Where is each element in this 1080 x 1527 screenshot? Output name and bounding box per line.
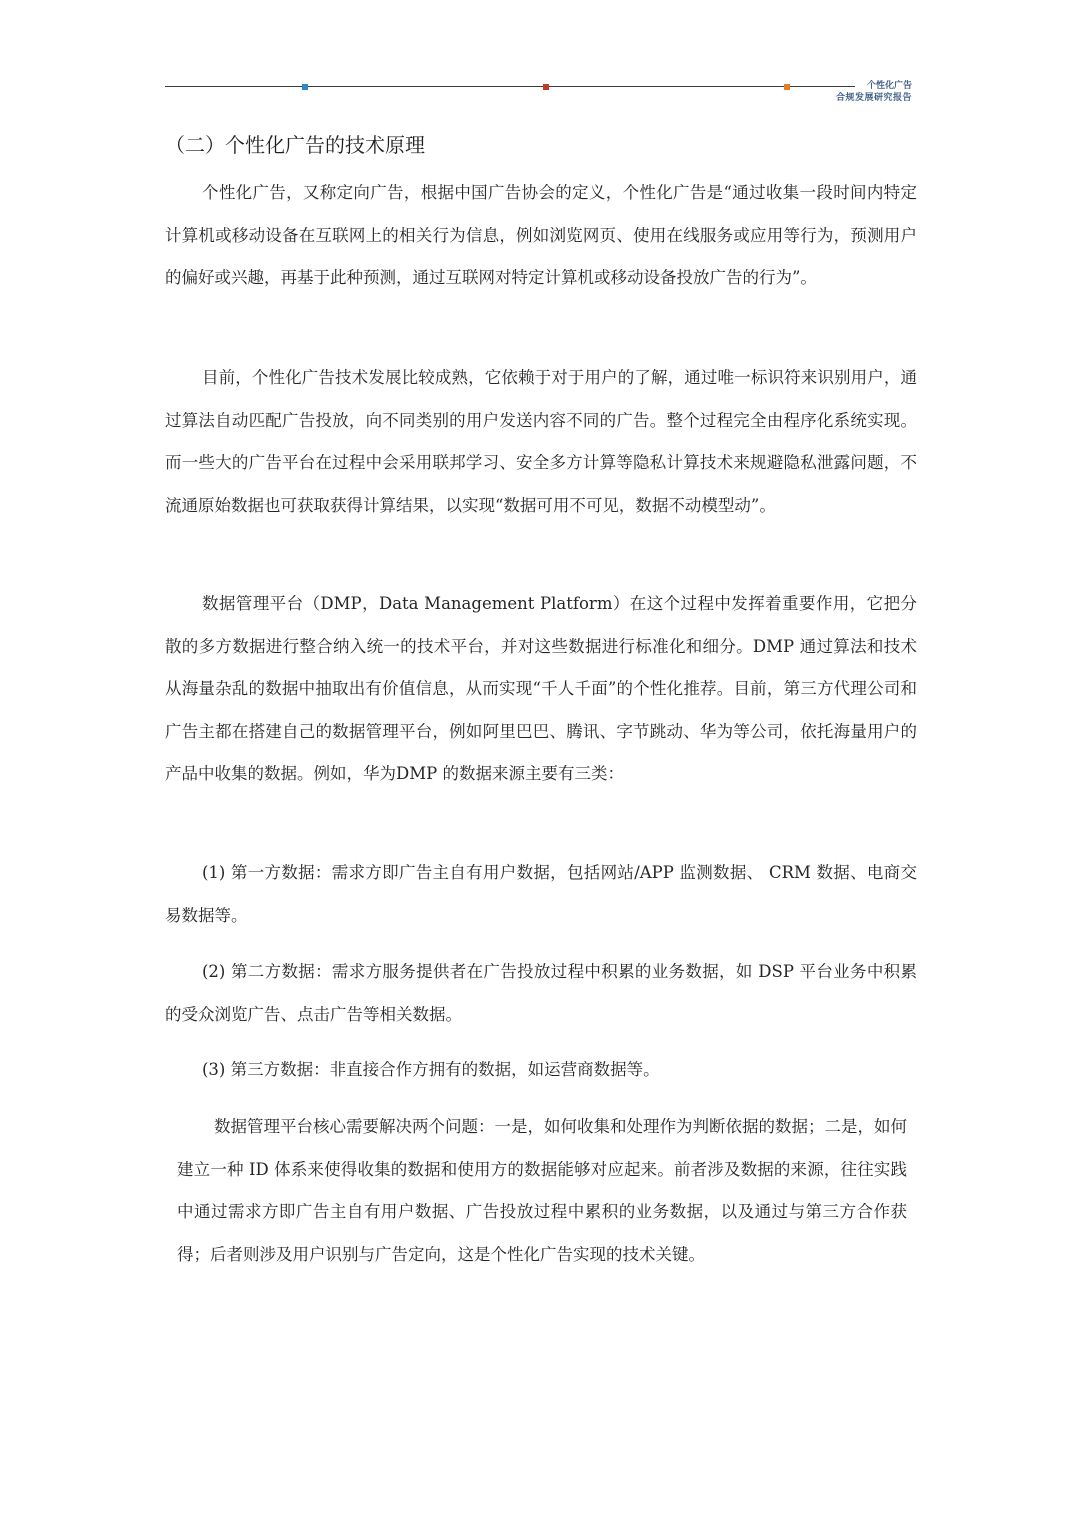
- report-logo: [826, 80, 912, 104]
- paragraph-technology: 目前，个性化广告技术发展比较成熟，它依赖于对于用户的了解，通过唯一标识符来识别用户，通过算法自动匹配广告投放，向不同类别的用户发送内容不同的广告。整个过程完全由程序化系统实现。而一些大的广告平台在过程中会采用联邦学习、安全多方计算等隐私计算技术来规避隐私泄露问题，不流通原始数据也可获取获得计算结果，以实现“数据可用不可见，数据不动模型动”。: [165, 368, 917, 515]
- header-rule: [165, 86, 855, 87]
- report-logo-line2: 合规发展研究报告: [835, 93, 912, 103]
- list-item-second-party: (2) 第二方数据：需求方服务提供者在广告投放过程中积累的业务数据，如 DSP 平台业务中积累的受众浏览广告、点击广告等相关数据。: [165, 962, 917, 1024]
- report-logo-line1: 个性化广告: [866, 81, 912, 91]
- header-marker-red: [543, 84, 549, 90]
- list-item-first-party: (1) 第一方数据：需求方即广告主自有用户数据，包括网站/APP 监测数据、 CRM 数据、电商交易数据等。: [165, 863, 917, 925]
- list-item-third-party: (3) 第三方数据：非直接合作方拥有的数据，如运营商数据等。: [202, 1060, 660, 1079]
- paragraph-dmp-core: 数据管理平台核心需要解决两个问题：一是，如何收集和处理作为判断依据的数据；二是，如何建立一种 ID 体系来使得收集的数据和使用方的数据能够对应起来。前者涉及数据的来源，往往实践中通过需求方即广告主自有用户数据、广告投放过程中累积的业务数据，以及通过与第三方合作获得；后者则涉及用户识别与广告定向，这是个性化广告实现的技术关键。: [177, 1117, 907, 1264]
- section-title: （二）个性化广告的技术原理: [165, 133, 425, 157]
- paragraph-dmp: 数据管理平台（DMP，Data Management Platform）在这个过程中发挥着重要作用，它把分散的多方数据进行整合纳入统一的技术平台，并对这些数据进行标准化和细分。DMP 通过算法和技术从海量杂乱的数据中抽取出有价值信息，从而实现“千人千面”的个性化推荐。目前，第三方代理公司和广告主都在搭建自己的数据管理平台，例如阿里巴巴、腾讯、字节跳动、华为等公司，依托海量用户的产品中收集的数据。例如，华为DMP 的数据来源主要有三类：: [165, 594, 917, 783]
- paragraph-definition: 个性化广告，又称定向广告，根据中国广告协会的定义，个性化广告是“通过收集一段时间内特定计算机或移动设备在互联网上的相关行为信息，例如浏览网页、使用在线服务或应用等行为，预测用户的偏好或兴趣，再基于此种预测，通过互联网对特定计算机或移动设备投放广告的行为”。: [165, 183, 917, 287]
- header-marker-orange: [784, 84, 790, 90]
- header-marker-blue: [302, 84, 308, 90]
